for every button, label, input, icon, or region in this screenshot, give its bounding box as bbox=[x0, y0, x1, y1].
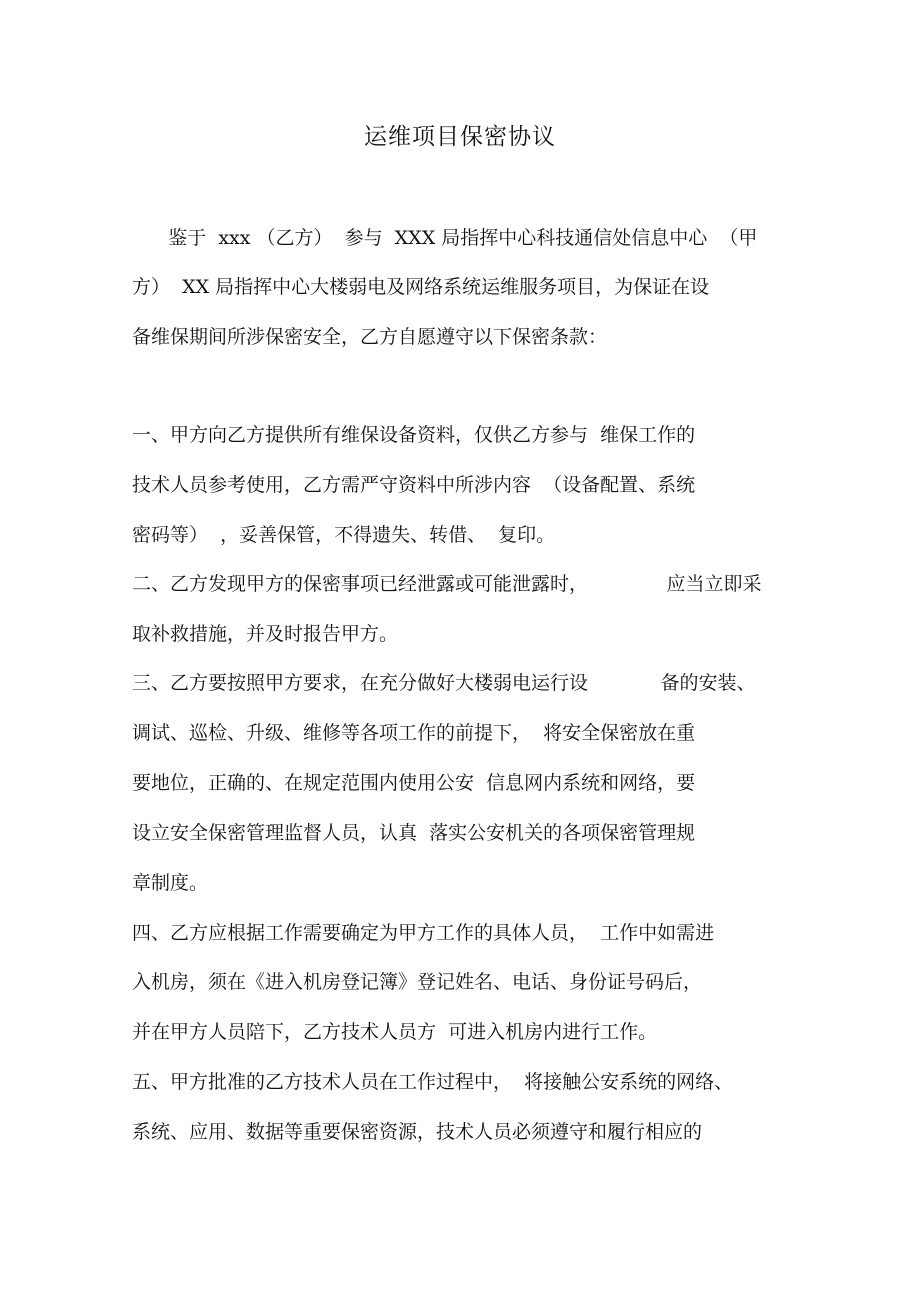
document-title: 运维项目保密协议 bbox=[364, 124, 556, 150]
clause-line: 并在甲方人员陪下，乙方技术人员方 可进入机房内进行工作。 bbox=[132, 1021, 658, 1043]
clause-line: 取补救措施，并及时报告甲方。 bbox=[132, 623, 399, 645]
clause-line: 密码等） ，妥善保管，不得遗失、转借、 复印。 bbox=[132, 524, 556, 546]
clause-line: 调试、巡检、升级、维修等各项工作的前提下， 将安全保密放在重 bbox=[132, 722, 696, 744]
clause-line: 系统、应用、数据等重要保密资源，技术人员必须遵守和履行相应的 bbox=[132, 1121, 703, 1143]
intro-line: 鉴于 xxx （乙方） 参与 XXX 局指挥中心科技通信处信息中心 （甲 bbox=[132, 227, 758, 249]
clause-line: 设立安全保密管理监督人员，认真 落实公安机关的各项保密管理规 bbox=[132, 822, 696, 844]
clause-line: 二、乙方发现甲方的保密事项已经泄露或可能泄露时， 应当立即采 bbox=[132, 573, 762, 595]
clause-line: 章制度。 bbox=[132, 872, 209, 894]
clause-line: 入机房，须在《进入机房登记簿》登记姓名、电话、身份证号码后， bbox=[132, 971, 703, 993]
clause-line: 四、乙方应根据工作需要确定为甲方工作的具体人员， 工作中如需进 bbox=[132, 922, 715, 944]
clause-line: 五、甲方批准的乙方技术人员在工作过程中， 将接触公安系统的网络、 bbox=[132, 1071, 734, 1093]
clause-line: 技术人员参考使用，乙方需严守资料中所涉内容 （设备配置、系统 bbox=[132, 474, 696, 496]
clause-line: 要地位，正确的、在规定范围内使用公安 信息网内系统和网络，要 bbox=[132, 772, 696, 794]
intro-line: 方） XX 局指挥中心大楼弱电及网络系统运维服务项目，为保证在设 bbox=[132, 276, 710, 298]
clause-line: 一、甲方向乙方提供所有维保设备资料，仅供乙方参与 维保工作的 bbox=[132, 424, 696, 446]
clause-line: 三、乙方要按照甲方要求，在充分做好大楼弱电运行设 备的安装、 bbox=[132, 672, 756, 694]
intro-line: 备维保期间所涉保密安全，乙方自愿遵守以下保密条款： bbox=[132, 326, 608, 348]
